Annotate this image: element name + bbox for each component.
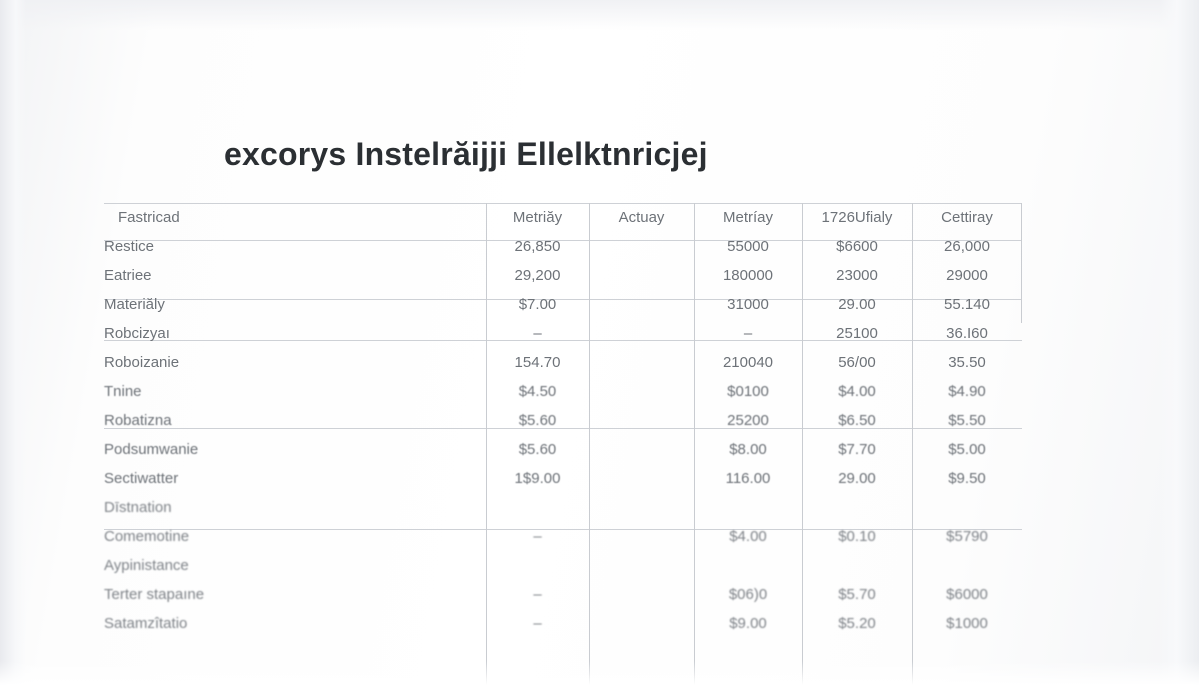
cell-col5: 35.50 [948, 354, 986, 371]
cell-col1 [486, 551, 589, 580]
cell-col3: 180000 [722, 267, 774, 284]
table-row [104, 319, 1022, 348]
cell-col4 [802, 493, 912, 522]
cell-col2 [589, 348, 694, 377]
cell-col3: 55000 [727, 238, 769, 255]
cell-col2 [589, 551, 694, 580]
header-col1: Metriăy [512, 209, 563, 226]
cell-description: Dīstnation [104, 499, 172, 516]
cell-description: Aypinistance [104, 557, 189, 574]
cell-col2 [589, 290, 694, 319]
cell-col1: $5.60 [518, 412, 557, 429]
cell-col2 [589, 435, 694, 464]
cell-col1: 154.70 [514, 354, 561, 371]
cell-col4: $6600 [836, 238, 878, 255]
cell-col2 [589, 406, 694, 435]
table-row [104, 493, 1022, 522]
cell-col5: 26,000 [944, 238, 990, 255]
cell-col1: $7.00 [518, 296, 557, 313]
table-row [104, 348, 1022, 377]
cell-col2 [589, 261, 694, 290]
page-edge-right [1159, 0, 1199, 685]
cell-col3: $8.00 [729, 441, 767, 458]
table-row [104, 580, 1022, 609]
cell-col3: 210040 [722, 354, 774, 371]
cell-col5: $6000 [946, 586, 988, 603]
table-row [104, 377, 1022, 406]
header-col5: Cettiray [941, 209, 993, 226]
cell-description: Robcizyaı [104, 325, 170, 342]
cell-col2 [589, 232, 694, 261]
cell-col1: 26,850 [514, 238, 561, 255]
cell-col3: – [743, 325, 753, 342]
cell-col1: – [533, 528, 542, 545]
cell-description: Restice [104, 238, 155, 255]
cell-col3: 25200 [727, 412, 769, 429]
page-fade-bottom [0, 661, 1199, 685]
cell-col5: $5790 [946, 528, 988, 545]
cell-description: Eatriee [104, 267, 152, 284]
table-row [104, 406, 1022, 435]
page-title: excorys Instelrăijji Ellelktnricjej [224, 136, 708, 172]
cell-col4: $6.50 [838, 412, 876, 429]
table-row [104, 290, 1022, 319]
table-row [104, 551, 1022, 580]
cell-description: Robatizna [104, 412, 172, 429]
header-col2: Actuay [618, 209, 665, 226]
cell-col4: 23000 [836, 267, 878, 284]
cell-col1: $5.60 [518, 441, 557, 458]
cell-col3: $0100 [727, 383, 769, 400]
cell-col1: – [533, 586, 542, 603]
table-row [104, 232, 1022, 261]
cell-col5: $1000 [946, 615, 988, 632]
cell-col3: $9.00 [729, 615, 767, 632]
cell-col5: $5.50 [948, 412, 986, 429]
cell-col3: 31000 [727, 296, 769, 313]
cell-description: Roboizanie [104, 354, 180, 371]
cell-col4: 25100 [836, 325, 878, 342]
cell-col1 [486, 493, 589, 522]
table-rule-top [104, 203, 1022, 204]
cell-description: Podsumwanie [104, 441, 199, 458]
cell-col1: – [533, 325, 542, 342]
table-row [104, 261, 1022, 290]
cell-description: Tnine [104, 383, 142, 400]
cell-col4: 29.00 [838, 296, 876, 313]
cell-col2 [589, 580, 694, 609]
cell-description: Terter stapaıne [104, 586, 205, 603]
cell-col1: 29,200 [514, 267, 561, 284]
cell-col4 [802, 551, 912, 580]
cell-col2 [589, 493, 694, 522]
cell-col4: $0.10 [838, 528, 876, 545]
cell-col1: 1$9.00 [514, 470, 561, 487]
header-col4: 1726Ufialy [821, 209, 893, 226]
cell-description: Materiăly [104, 296, 165, 313]
table-row [104, 435, 1022, 464]
cell-description: Satamzîtatio [104, 615, 188, 632]
cell-col3: $4.00 [729, 528, 767, 545]
page-edge-left [0, 0, 26, 685]
cell-col1: $4.50 [518, 383, 557, 400]
table [104, 203, 1022, 638]
cell-col5: 36.I60 [946, 325, 988, 342]
cell-col4: $7.70 [838, 441, 876, 458]
table-row [104, 522, 1022, 551]
cell-description: Comemotine [104, 528, 190, 545]
table-header-row [104, 203, 1022, 232]
cell-col3 [694, 493, 802, 522]
header-col3: Metríay [722, 209, 773, 226]
cell-col4: 29.00 [838, 470, 876, 487]
cell-col3: $06)0 [728, 586, 768, 603]
cell-col2 [589, 522, 694, 551]
cell-col2 [589, 377, 694, 406]
cell-col5: $5.00 [948, 441, 986, 458]
cell-col5 [912, 493, 1022, 522]
cell-col4: $4.00 [838, 383, 876, 400]
cell-col3: 116.00 [725, 470, 771, 487]
cost-table [104, 203, 1022, 638]
cell-col5 [912, 551, 1022, 580]
cell-col4: 56/00 [838, 354, 876, 371]
cell-col1: – [533, 615, 542, 632]
cell-col5: $4.90 [948, 383, 986, 400]
cell-col2 [589, 609, 694, 638]
table-row [104, 464, 1022, 493]
cell-col5: $9.50 [948, 470, 986, 487]
cell-col4: $5.20 [838, 615, 876, 632]
cell-description: Sectiwatter [104, 470, 179, 487]
cell-col5: 55.140 [944, 296, 990, 313]
cell-col4: $5.70 [838, 586, 876, 603]
cell-col5: 29000 [946, 267, 988, 284]
cell-col3 [694, 551, 802, 580]
page-edge-top [0, 0, 1199, 30]
cell-col2 [589, 319, 694, 348]
cell-col2 [589, 464, 694, 493]
header-description: Fastricad [118, 209, 180, 226]
table-row [104, 609, 1022, 638]
